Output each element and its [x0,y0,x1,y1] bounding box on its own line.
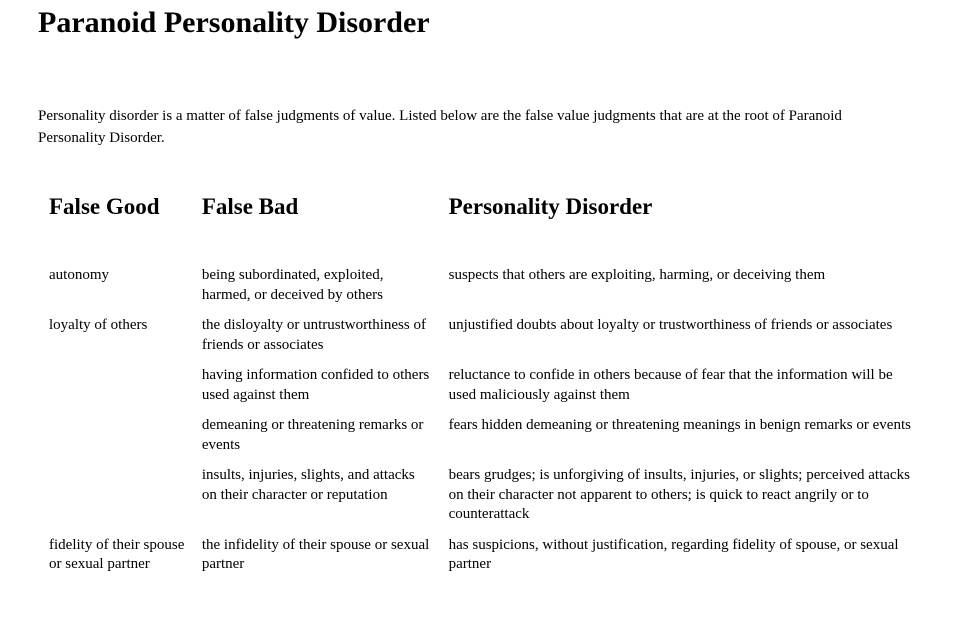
table-header-row [46,190,918,266]
cell-disorder: reluctance to confide in others because of fear that the information will be used maliciously against them [448,367,893,403]
cell-disorder: bears grudges; is unforgiving of insults, injuries, or slights; perceived attacks on their character not apparent to others; is quick to react angrily or to counterattack [448,467,910,522]
cell-false-bad: the infidelity of their spouse or sexual partner [201,536,430,572]
cell-false-good [46,366,199,416]
table-row [46,366,918,416]
cell-disorder: unjustified doubts about loyalty or trustworthiness of friends or associates [448,317,893,333]
cell-false-good: autonomy [49,267,109,283]
cell-false-bad: the disloyalty or untrustworthiness of friends or associates [201,317,426,353]
table-row [46,266,918,316]
intro-paragraph: Personality disorder is a matter of false judgments of value. Listed below are the false value judgments that are at the root of Paranoid Personality Disorder. [38,108,842,146]
header-personality-disorder: Personality Disorder [448,194,653,219]
table-row [46,466,918,536]
cell-false-bad: insults, injuries, slights, and attacks on their character or reputation [201,467,415,503]
page-title: Paranoid Personality Disorder [38,6,430,39]
cell-false-good: loyalty of others [49,317,148,333]
cell-false-bad: having information confided to others used against them [201,367,430,403]
cell-false-good: fidelity of their spouse or sexual partner [49,536,185,572]
value-judgments-table [46,190,918,586]
cell-false-good [46,416,199,466]
cell-false-good [46,466,199,536]
header-false-bad: False Bad [201,194,299,219]
cell-disorder: fears hidden demeaning or threatening meanings in benign remarks or events [448,417,911,433]
cell-disorder: has suspicions, without justification, regarding fidelity of spouse, or sexual partner [448,536,899,572]
header-false-good: False Good [49,194,160,219]
table-row [46,536,918,586]
table-row [46,316,918,366]
cell-false-bad: demeaning or threatening remarks or events [201,417,424,453]
cell-disorder: suspects that others are exploiting, harming, or deceiving them [448,267,826,283]
table-row [46,416,918,466]
cell-false-bad: being subordinated, exploited, harmed, or deceived by others [201,267,384,303]
